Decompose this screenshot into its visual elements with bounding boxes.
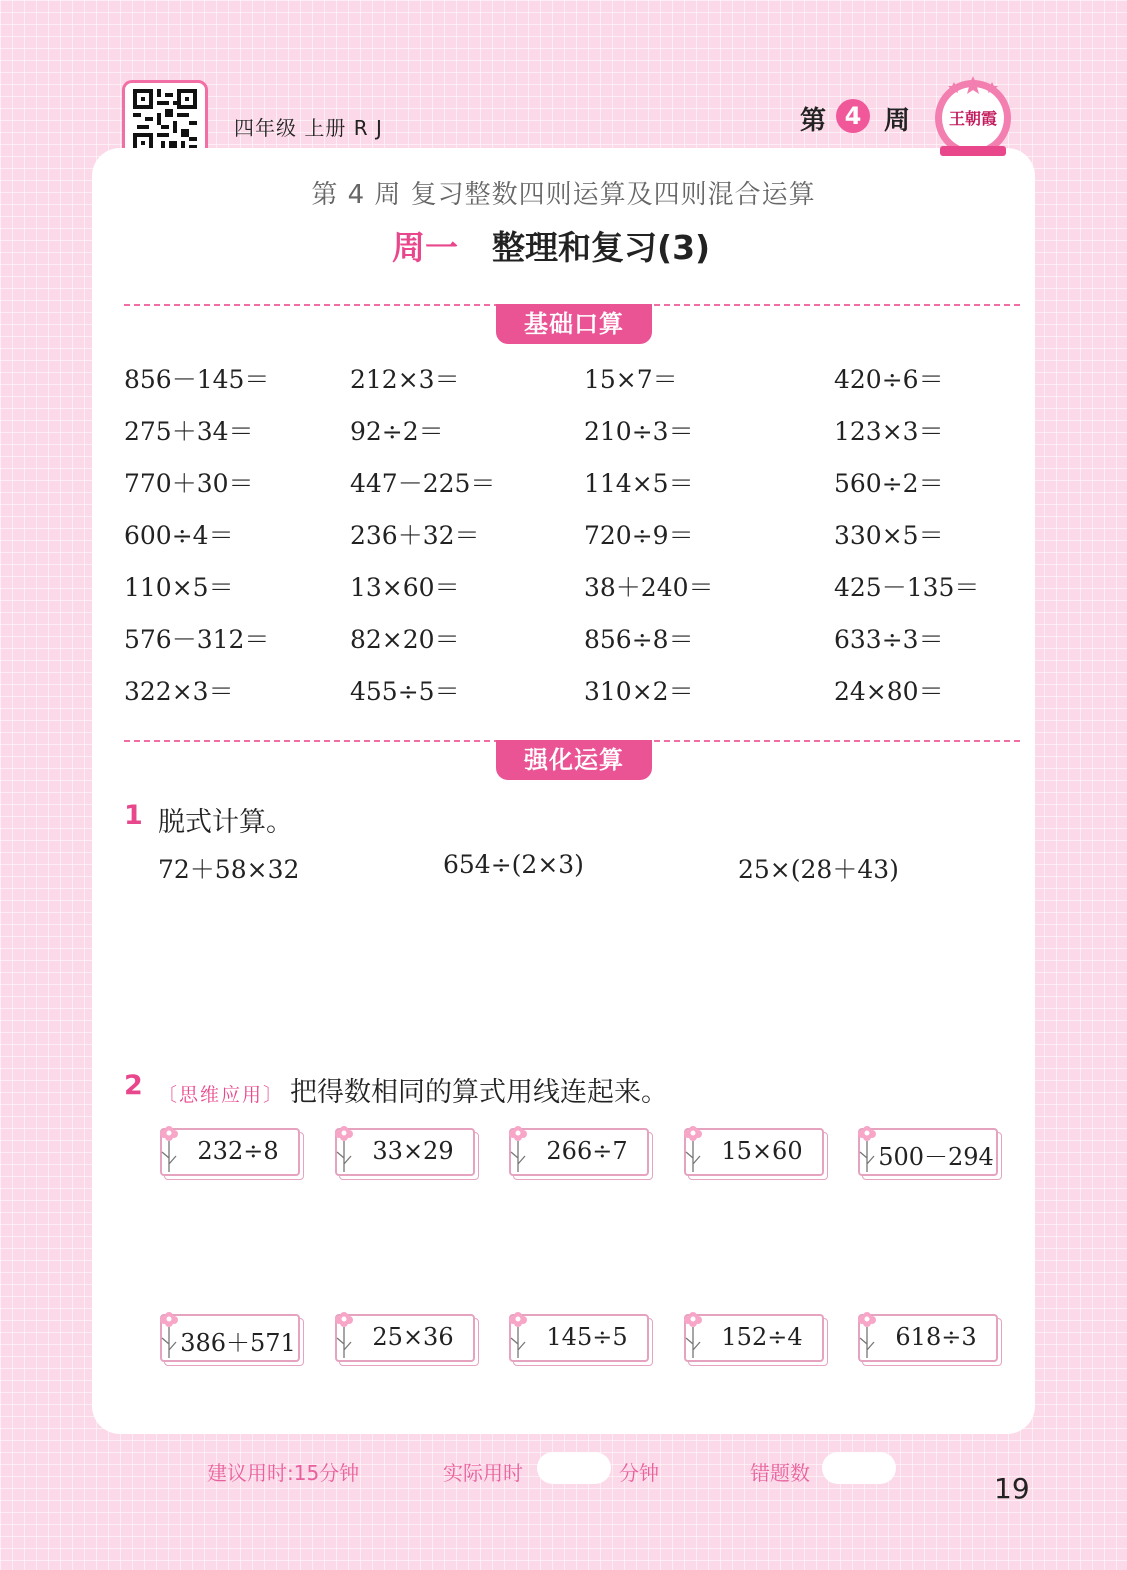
match-card-bottom[interactable]	[684, 1314, 824, 1364]
oral-row	[124, 464, 1004, 516]
match-expression: 266÷7	[546, 1137, 628, 1165]
match-card-bottom[interactable]	[160, 1314, 300, 1364]
week-prefix: 第	[800, 106, 827, 136]
oral-row	[124, 360, 1004, 412]
oral-item: 330×5＝	[834, 521, 944, 550]
match-expression: 15×60	[721, 1137, 803, 1165]
oral-item: 38＋240＝	[584, 573, 714, 602]
oral-item: 856÷8＝	[584, 625, 694, 654]
minutes-unit: 分钟	[619, 1461, 659, 1485]
brand-badge-icon	[932, 74, 1014, 160]
oral-item: 110×5＝	[124, 573, 234, 602]
oral-item: 210÷3＝	[584, 417, 694, 446]
oral-item: 856－145＝	[124, 365, 270, 394]
question-2-instruction: 把得数相同的算式用线连起来。	[290, 1077, 669, 1108]
match-expression: 500－294	[878, 1143, 994, 1171]
question-1-number: 1	[124, 800, 143, 831]
oral-item: 114×5＝	[584, 469, 694, 498]
match-card-top[interactable]	[858, 1128, 998, 1178]
week-subtitle: 第 4 周 复习整数四则运算及四则混合运算	[311, 180, 816, 210]
match-card-bottom[interactable]	[335, 1314, 475, 1364]
oral-item: 560÷2＝	[834, 469, 944, 498]
actual-time-label: 实际用时	[443, 1461, 523, 1485]
match-expression: 25×36	[372, 1323, 454, 1351]
match-expression: 145÷5	[546, 1323, 628, 1351]
oral-item: 123×3＝	[834, 417, 944, 446]
oral-item: 420÷6＝	[834, 365, 944, 394]
match-card-bottom[interactable]	[509, 1314, 649, 1364]
oral-item: 633÷3＝	[834, 625, 944, 654]
question-2-tag: 〔思维应用〕	[158, 1084, 285, 1106]
qr-icon	[133, 89, 197, 153]
match-card-top[interactable]	[509, 1128, 649, 1178]
match-card-bottom[interactable]	[858, 1314, 998, 1364]
match-expression: 232÷8	[197, 1137, 279, 1165]
match-card-top[interactable]	[335, 1128, 475, 1178]
q1-expression: 72＋58×32	[158, 855, 300, 884]
oral-item: 447－225＝	[350, 469, 496, 498]
oral-item: 425－135＝	[834, 573, 980, 602]
week-suffix: 周	[884, 106, 911, 136]
errors-input[interactable]	[822, 1452, 896, 1484]
question-1-text: 脱式计算。	[158, 807, 293, 838]
page-number: 19	[994, 1472, 1030, 1505]
q1-expression: 25×(28＋43)	[738, 855, 899, 884]
actual-time-input[interactable]	[537, 1452, 611, 1484]
match-card-top[interactable]	[160, 1128, 300, 1178]
grade-label: 四年级 上册 R J	[234, 116, 383, 140]
week-number-badge: 4	[836, 99, 870, 133]
oral-item: 15×7＝	[584, 365, 678, 394]
oral-item: 236＋32＝	[350, 521, 480, 550]
q1-expression: 654÷(2×3)	[443, 850, 584, 879]
match-expression: 152÷4	[721, 1323, 803, 1351]
page-title	[392, 222, 710, 269]
match-expression: 618÷3	[895, 1323, 977, 1351]
oral-calc-grid	[124, 360, 1004, 724]
oral-item: 82×20＝	[350, 625, 460, 654]
oral-row	[124, 620, 1004, 672]
match-expression: 33×29	[372, 1137, 454, 1165]
question-2-number: 2	[124, 1070, 143, 1101]
oral-item: 92÷2＝	[350, 417, 444, 446]
title-topic: 整理和复习(3)	[492, 228, 711, 267]
oral-item: 24×80＝	[834, 677, 944, 706]
oral-item: 13×60＝	[350, 573, 460, 602]
section-tag-strength: 强化运算	[496, 740, 652, 780]
errors-label: 错题数	[750, 1461, 810, 1485]
section-tag-oral: 基础口算	[496, 304, 652, 344]
oral-item: 310×2＝	[584, 677, 694, 706]
match-card-top[interactable]	[684, 1128, 824, 1178]
oral-item: 455÷5＝	[350, 677, 460, 706]
oral-row	[124, 516, 1004, 568]
oral-item: 770＋30＝	[124, 469, 254, 498]
badge-text: 王朝霞	[948, 109, 998, 128]
oral-item: 720÷9＝	[584, 521, 694, 550]
match-expression: 386＋571	[180, 1329, 296, 1357]
oral-row	[124, 412, 1004, 464]
question-2-text	[158, 1070, 668, 1109]
oral-row	[124, 672, 1004, 724]
oral-item: 212×3＝	[350, 365, 460, 394]
oral-row	[124, 568, 1004, 620]
suggested-time: 建议用时:15分钟	[207, 1461, 360, 1485]
oral-item: 576－312＝	[124, 625, 270, 654]
oral-item: 275＋34＝	[124, 417, 254, 446]
oral-item: 322×3＝	[124, 677, 234, 706]
title-day: 周一	[392, 228, 458, 267]
oral-item: 600÷4＝	[124, 521, 234, 550]
